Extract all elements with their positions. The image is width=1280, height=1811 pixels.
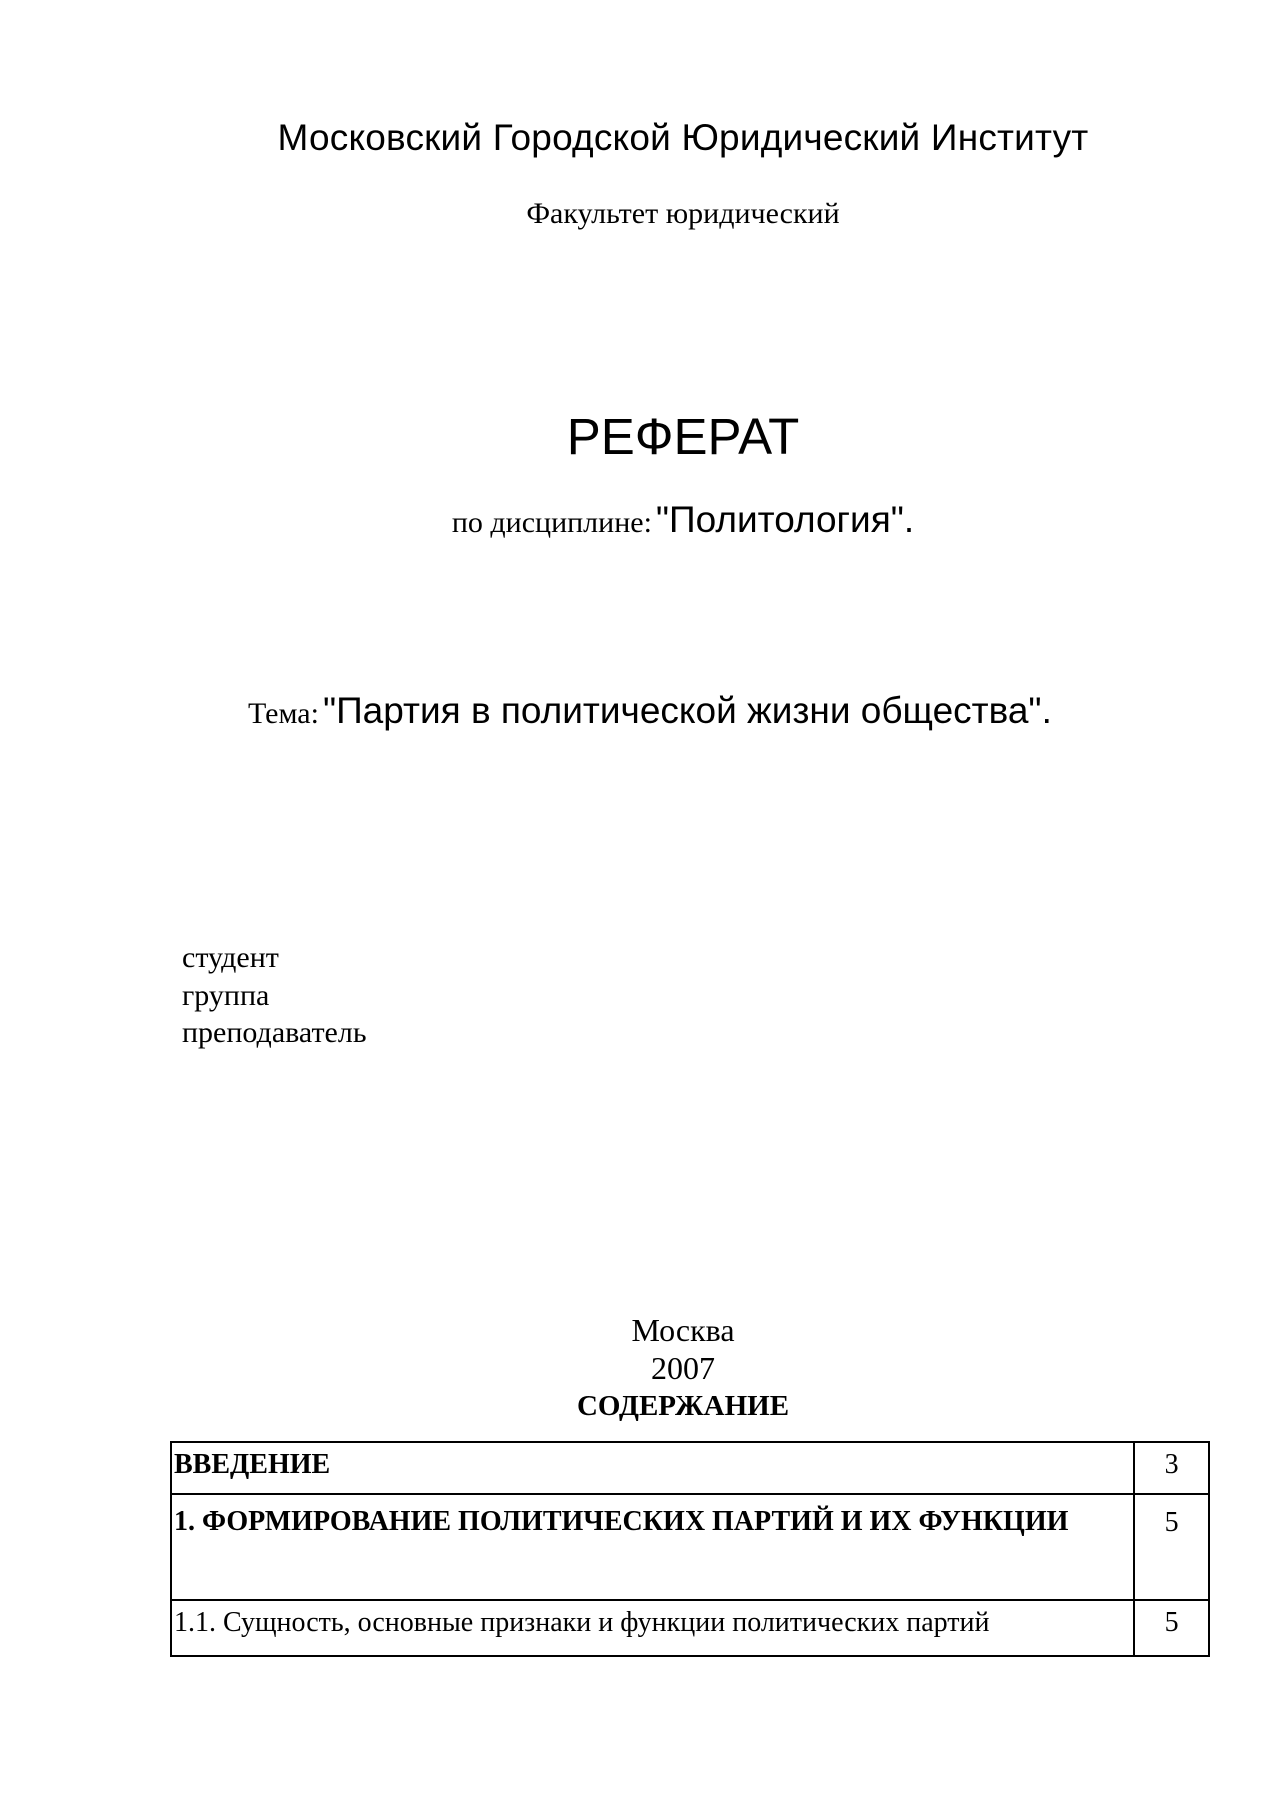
discipline-label: по дисциплине: <box>451 506 652 539</box>
toc-row-page: 3 <box>1134 1442 1209 1494</box>
topic-line <box>248 690 1052 732</box>
teacher-label: преподаватель <box>182 1016 367 1049</box>
toc-row-page: 5 <box>1134 1600 1209 1656</box>
student-label: студент <box>182 941 279 974</box>
toc-row <box>171 1600 1209 1656</box>
city: Москва <box>631 1312 735 1348</box>
topic-value: "Партия в политической жизни общества". <box>322 690 1052 731</box>
toc-table <box>170 1441 1210 1657</box>
document-type-heading: РЕФЕРАТ <box>566 408 800 465</box>
discipline-line <box>0 499 1280 541</box>
faculty-name: Факультет юридический <box>526 197 840 230</box>
topic-label: Тема: <box>248 697 319 730</box>
toc-row-title: 1.1. Сущность, основные признаки и функции политических партий <box>171 1600 1134 1656</box>
discipline-value: "Политология". <box>655 499 915 540</box>
toc-row-title: ВВЕДЕНИЕ <box>171 1442 1134 1494</box>
group-label: группа <box>182 979 270 1012</box>
toc-title: СОДЕРЖАНИЕ <box>576 1390 790 1422</box>
year: 2007 <box>651 1350 715 1386</box>
toc-row-title: 1. ФОРМИРОВАНИЕ ПОЛИТИЧЕСКИХ ПАРТИЙ И ИХ ФУНКЦИИ <box>171 1494 1134 1600</box>
toc-row <box>171 1494 1209 1600</box>
toc-row <box>171 1442 1209 1494</box>
institute-name: Московский Городской Юридический Институт <box>277 117 1089 158</box>
toc-row-page: 5 <box>1134 1494 1209 1600</box>
